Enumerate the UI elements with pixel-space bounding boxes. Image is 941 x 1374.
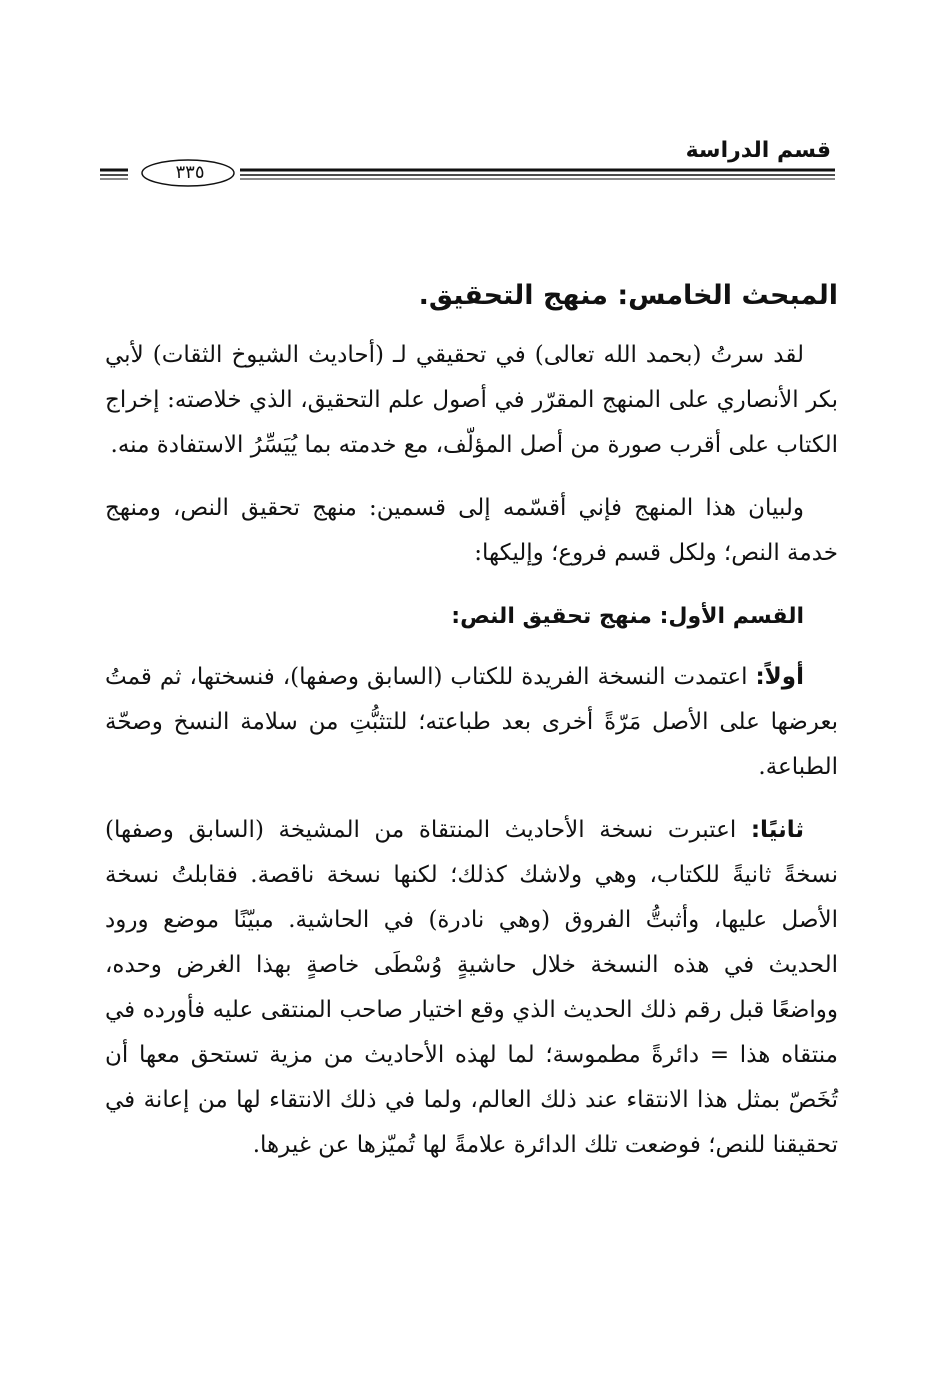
section-title: المبحث الخامس: منهج التحقيق.: [418, 280, 838, 311]
subsection-heading: القسم الأول: منهج تحقيق النص:: [451, 604, 804, 629]
page-body: [105, 265, 838, 1186]
point-text-first: اعتمدت النسخة الفريدة للكتاب (السابق وصفها)، فنسختها، ثم قمتُ بعرضها على الأصل مَرّةً أخرى بعد طباعته؛ للتثبُّتِ من سلامة النسخ وصحّة الطباعة.: [105, 664, 838, 780]
paragraph-second-point: [105, 808, 838, 1168]
point-label-first: أولاً:: [755, 664, 804, 690]
paragraph-division: ولبيان هذا المنهج فإني أقسّمه إلى قسمين: منهج تحقيق النص، ومنهج خدمة النص؛ ولكل قسم فروع؛ وإليكها:: [105, 495, 838, 566]
running-header-title: قسم الدراسة: [685, 138, 831, 163]
page-number: ٣٣٥: [175, 162, 205, 183]
point-label-second: ثانيًا:: [750, 817, 804, 843]
paragraph-first-point: [105, 655, 838, 790]
point-text-second: اعتبرت نسخة الأحاديث المنتقاة من المشيخة (السابق وصفها) نسخةً ثانيةً للكتاب، وهي ولاشك كذلك؛ لكنها نسخة ناقصة. فقابلتُ نسخة الأصل عليها، وأثبتُّ الفروق (وهي نادرة) في الحاشية. مبيّنًا موضع ورود الحديث في هذه النسخة خلال حاشيةٍ وُسْطَى خاصةٍ بهذا الغرض وحده، وواضعًا قبل رقم ذلك الحديث الذي وقع اختيار صاحب المنتقى عليه فأورده في منتقاه هذا = دائرةً مطموسة؛ لما لهذه الأحاديث من مزية تستحق معها أن تُخَصّ بمثل هذا الانتقاء عند ذلك العالم، ولما في ذلك الانتقاء لها من إعانة في تحقيقنا للنص؛ فوضعت تلك الدائرة علامةً لها تُميّزها عن غيرها.: [105, 817, 838, 1158]
paragraph-intro: لقد سرتُ (بحمد الله تعالى) في تحقيقي لـ (أحاديث الشيوخ الثقات) لأبي بكر الأنصاري على المنهج المقرّر في أصول علم التحقيق، الذي خلاصته: إخراج الكتاب على أقرب صورة من أصل المؤلّف، مع خدمته بما يُيَسِّرُ الاستفادة منه.: [105, 342, 838, 458]
